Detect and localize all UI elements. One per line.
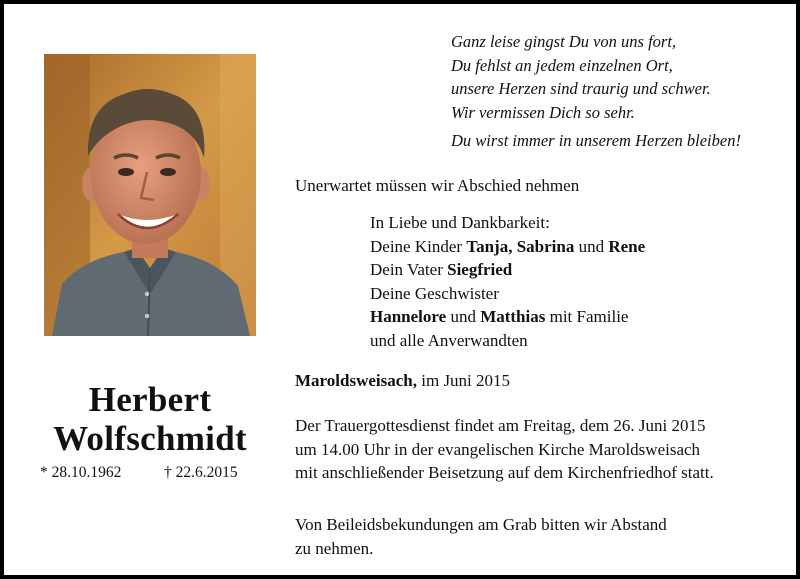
poem-line: Ganz leise gingst Du von uns fort, [451, 32, 677, 51]
children-line: Deine Kinder Tanja, Sabrina und Rene [370, 236, 646, 256]
poem-line: Du fehlst an jedem einzelnen Ort, [451, 55, 673, 75]
portrait-image [44, 54, 256, 336]
death-date: † 22.6.2015 [164, 464, 238, 481]
relatives-line: und alle Anverwandten [370, 330, 528, 350]
birth-date: * 28.10.1962 [40, 464, 122, 481]
family-list [370, 211, 645, 352]
notice-line: zu nehmen. [295, 538, 374, 558]
poem-line: unsere Herzen sind traurig und schwer. [451, 79, 711, 98]
service-info [295, 414, 714, 485]
intro-text: Unerwartet müssen wir Abschied nehmen [295, 176, 580, 195]
place-name: Maroldsweisach, [295, 371, 417, 390]
family-heading: In Liebe und Dankbarkeit: [370, 213, 550, 232]
siblings-heading: Deine Geschwister [370, 283, 499, 303]
notice-line: Von Beileidsbekundungen am Grab bitten wir Abstand [295, 515, 667, 534]
poem [451, 30, 741, 153]
place-date-text: im Juni 2015 [417, 371, 511, 390]
deceased-last-name: Wolfschmidt [53, 419, 247, 458]
portrait-photo [44, 54, 256, 336]
service-line: um 14.00 Uhr in der evangelischen Kirche Maroldsweisach [295, 439, 701, 459]
father-line: Dein Vater Siegfried [370, 260, 513, 279]
poem-line: Wir vermissen Dich so sehr. [451, 102, 635, 122]
poem-closing-line: Du wirst immer in unserem Herzen bleiben! [451, 131, 741, 150]
service-line: mit anschließender Beisetzung auf dem Kirchenfriedhof statt. [295, 463, 714, 482]
place-date [295, 369, 510, 393]
deceased-first-name: Herbert [88, 380, 212, 419]
service-line: Der Trauergottesdienst findet am Freitag, dem 26. Juni 2015 [295, 416, 706, 435]
siblings-line: Hannelore und Matthias mit Familie [370, 307, 629, 326]
condolence-notice [295, 513, 667, 560]
